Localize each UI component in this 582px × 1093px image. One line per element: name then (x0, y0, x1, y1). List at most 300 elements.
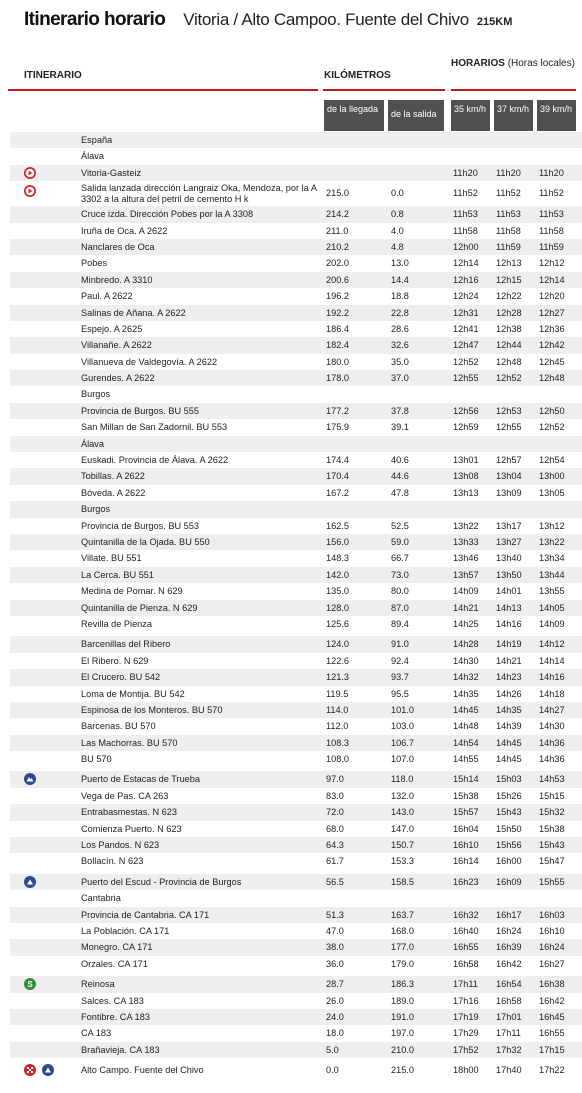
time-35: 12h59 (453, 422, 479, 433)
time-37: 16h09 (496, 876, 522, 887)
place-label: Provincia de Cantabria. CA 171 (81, 909, 210, 920)
km-from-start: 13.0 (391, 258, 409, 269)
km-to-finish: 68.0 (326, 823, 344, 834)
time-35: 13h57 (453, 569, 479, 580)
time-37: 11h52 (496, 188, 521, 199)
time-35: 17h11 (453, 979, 478, 990)
table-row (10, 821, 582, 837)
km-from-start: 35.0 (391, 356, 409, 367)
time-39: 12h27 (539, 307, 565, 318)
table-row (10, 534, 582, 550)
km-from-start: 59.0 (391, 536, 409, 547)
time-39: 14h53 (539, 774, 565, 785)
place-label: Tobillas. A 2622 (81, 471, 145, 482)
time-39: 14h36 (539, 737, 565, 748)
page-title: Itinerario horario (24, 9, 166, 30)
mountain-pass-icon (42, 1064, 54, 1076)
km-from-start: 118.0 (391, 774, 414, 785)
table-row (10, 288, 582, 304)
km-from-start: 150.7 (391, 840, 414, 851)
km-from-start: 89.4 (391, 618, 409, 629)
km-from-start: 28.6 (391, 323, 409, 334)
horarios-label: HORARIOS (451, 58, 505, 69)
time-37: 14h26 (496, 688, 522, 699)
time-39: 14h36 (539, 754, 565, 765)
table-row (10, 976, 582, 992)
time-35: 12h24 (453, 291, 479, 302)
km-to-finish: 51.3 (326, 909, 344, 920)
km-from-start: 37.8 (391, 405, 409, 416)
km-from-start: 14.4 (391, 274, 409, 285)
km-to-finish: 162.5 (326, 520, 349, 531)
time-35: 17h29 (453, 1028, 479, 1039)
route-distance: 215KM (476, 16, 513, 28)
km-from-start: 106.7 (391, 737, 414, 748)
km-from-start: 158.5 (391, 876, 414, 887)
table-row (10, 583, 582, 599)
time-35: 13h22 (453, 520, 479, 531)
place-label: Las Machorras. BU 570 (81, 737, 178, 748)
table-row (10, 853, 582, 869)
table-row (10, 735, 582, 751)
time-37: 16h58 (496, 995, 522, 1006)
place-label: Alto Campo. Fuente del Chivo (81, 1065, 204, 1076)
km-from-start: 189.0 (391, 995, 414, 1006)
time-35: 13h33 (453, 536, 479, 547)
km-to-finish: 124.0 (326, 639, 349, 650)
place-label: El Crucero. BU 542 (81, 672, 161, 683)
place-label: Barcenas. BU 570 (81, 721, 156, 732)
km-to-finish: 121.3 (326, 672, 349, 683)
time-39: 13h55 (539, 586, 565, 597)
place-label: Provincia de Burgos. BU 555 (81, 405, 199, 416)
table-row (10, 718, 582, 734)
table-row (10, 636, 582, 652)
time-39: 12h52 (539, 422, 565, 433)
time-39: 14h12 (539, 639, 565, 650)
place-label: Monegro. CA 171 (81, 942, 153, 953)
time-37: 14h16 (496, 618, 522, 629)
km-to-finish: 97.0 (326, 774, 344, 785)
time-39: 16h03 (539, 909, 565, 920)
km-from-start: 107.0 (391, 754, 414, 765)
km-from-start: 4.8 (391, 241, 404, 252)
time-39: 17h22 (539, 1065, 565, 1076)
time-37: 15h56 (496, 840, 522, 851)
km-to-finish: 192.2 (326, 307, 349, 318)
table-row (10, 518, 582, 534)
table-row (10, 804, 582, 820)
time-39: 15h47 (539, 856, 565, 867)
place-label: Puerto del Escud - Provincia de Burgos (81, 876, 242, 887)
time-37: 16h39 (496, 942, 522, 953)
llegada-header: de la llegada (324, 100, 384, 131)
time-37: 14h45 (496, 754, 522, 765)
place-label: Entrabasmestas. N 623 (81, 807, 178, 818)
km-to-finish: 119.5 (326, 688, 349, 699)
time-39: 16h45 (539, 1011, 565, 1022)
table-row (10, 600, 582, 616)
km-to-finish: 196.2 (326, 291, 349, 302)
time-37: 11h53 (496, 209, 521, 220)
time-37: 14h21 (496, 655, 522, 666)
km-from-start: 37.0 (391, 373, 409, 384)
km-to-finish: 108.0 (326, 754, 349, 765)
km-to-finish: 122.6 (326, 655, 349, 666)
table-row (10, 686, 582, 702)
start-icon (24, 185, 36, 197)
time-37: 14h01 (496, 586, 522, 597)
time-39: 12h45 (539, 356, 565, 367)
time-35: 14h09 (453, 586, 479, 597)
time-37: 12h28 (496, 307, 522, 318)
place-label: Paul. A 2622 (81, 291, 133, 302)
place-label: Cantabria (81, 893, 121, 904)
km-from-start: 39.1 (391, 422, 409, 433)
km-from-start: 40.6 (391, 455, 409, 466)
km-from-start: 18.8 (391, 291, 409, 302)
km-to-finish: 211.0 (326, 225, 349, 236)
km-to-finish: 36.0 (326, 958, 344, 969)
km-from-start: 101.0 (391, 704, 414, 715)
table-row (10, 485, 582, 501)
svg-text:S: S (27, 979, 33, 989)
horarios-header (451, 58, 576, 70)
km-to-finish: 156.0 (326, 536, 349, 547)
place-label: Vega de Pas. CA 263 (81, 790, 169, 801)
time-39: 12h12 (539, 258, 565, 269)
km-from-start: 44.6 (391, 471, 409, 482)
place-label: Álava (81, 151, 104, 162)
km-to-finish: 148.3 (326, 553, 349, 564)
place-label: Salida lanzada dirección Langraiz Oka, Mendoza, por la A 3302 a la altura del petril de cemento H k (81, 183, 317, 204)
time-39: 16h38 (539, 979, 565, 990)
time-39: 14h05 (539, 602, 565, 613)
time-35: 12h56 (453, 405, 479, 416)
time-35: 13h01 (453, 455, 479, 466)
place-label: Gurendes. A 2622 (81, 373, 155, 384)
km-from-start: 0.0 (391, 188, 404, 199)
place-label: Espejo. A 2625 (81, 323, 143, 334)
place-label: Barcenillas del Ribero (81, 639, 171, 650)
km-from-start: 132.0 (391, 790, 414, 801)
itinerary-table (10, 132, 582, 1078)
time-37: 17h40 (496, 1065, 522, 1076)
time-37: 14h23 (496, 672, 522, 683)
table-row (10, 148, 582, 164)
time-35: 11h53 (453, 209, 478, 220)
time-37: 15h43 (496, 807, 522, 818)
table-row (10, 837, 582, 853)
time-37: 12h22 (496, 291, 522, 302)
time-35: 14h30 (453, 655, 479, 666)
time-37: 13h40 (496, 553, 522, 564)
place-label: Fontibre. CA 183 (81, 1011, 150, 1022)
km-to-finish: 18.0 (326, 1028, 344, 1039)
place-label: Quintanilla de la Ojada. BU 550 (81, 536, 210, 547)
place-label: Bollacín. N 623 (81, 856, 144, 867)
place-label: Iruña de Oca. A 2622 (81, 225, 168, 236)
km-to-finish: 210.2 (326, 241, 349, 252)
place-label: Comienza Puerto. N 623 (81, 823, 182, 834)
time-35: 17h19 (453, 1011, 479, 1022)
table-row (10, 403, 582, 419)
table-row (10, 206, 582, 222)
time-39: 14h30 (539, 721, 565, 732)
time-39: 14h09 (539, 618, 565, 629)
time-37: 17h01 (496, 1011, 522, 1022)
table-row (10, 993, 582, 1009)
table-row (10, 616, 582, 632)
time-37: 13h09 (496, 487, 522, 498)
km-from-start: 179.0 (391, 958, 414, 969)
time-35: 14h32 (453, 672, 479, 683)
time-39: 13h44 (539, 569, 565, 580)
km-to-finish: 0.0 (326, 1065, 339, 1076)
time-35: 14h21 (453, 602, 479, 613)
table-row (10, 132, 582, 148)
km-to-finish: 83.0 (326, 790, 344, 801)
km-from-start: 147.0 (391, 823, 414, 834)
km-to-finish: 214.2 (326, 209, 349, 220)
km-to-finish: 28.7 (326, 979, 344, 990)
km-to-finish: 135.0 (326, 586, 349, 597)
km-to-finish: 114.0 (326, 704, 349, 715)
km-to-finish: 64.3 (326, 840, 344, 851)
table-row (10, 874, 582, 890)
place-label: Nanclares de Oca (81, 241, 155, 252)
itinerario-header: ITINERARIO (24, 70, 82, 81)
time-39: 15h43 (539, 840, 565, 851)
time-35: 13h46 (453, 553, 479, 564)
time-37: 12h44 (496, 340, 522, 351)
place-label: BU 570 (81, 754, 112, 765)
time-35: 12h31 (453, 307, 479, 318)
km-from-start: 95.5 (391, 688, 409, 699)
time-37: 15h26 (496, 790, 522, 801)
time-35: 18h00 (453, 1065, 479, 1076)
time-35: 16h40 (453, 925, 479, 936)
table-row (10, 386, 582, 402)
speed-39-header: 39 km/h (537, 100, 576, 131)
itinerario-divider (8, 89, 318, 91)
time-39: 12h36 (539, 323, 565, 334)
place-label: Burgos (81, 504, 111, 515)
table-row (10, 305, 582, 321)
time-39: 14h27 (539, 704, 565, 715)
place-label: Revilla de Pienza (81, 618, 152, 629)
table-row (10, 788, 582, 804)
table-row (10, 1042, 582, 1058)
km-from-start: 103.0 (391, 721, 414, 732)
table-row (10, 751, 582, 767)
place-label: Puerto de Estacas de Trueba (81, 774, 201, 785)
place-label: Brañavieja. CA 183 (81, 1044, 160, 1055)
time-39: 16h55 (539, 1028, 565, 1039)
time-35: 17h52 (453, 1044, 479, 1055)
time-37: 12h15 (496, 274, 522, 285)
place-label: La Cerca. BU 551 (81, 569, 155, 580)
place-label: San Millan de San Zadornil. BU 553 (81, 422, 228, 433)
table-row (10, 907, 582, 923)
place-label: Vitoria-Gasteiz (81, 167, 142, 178)
time-39: 12h20 (539, 291, 565, 302)
table-row (10, 370, 582, 386)
time-39: 11h59 (539, 241, 564, 252)
place-label: Burgos (81, 389, 111, 400)
table-row (10, 669, 582, 685)
table-row (10, 239, 582, 255)
km-to-finish: 56.5 (326, 876, 344, 887)
time-35: 13h13 (453, 487, 479, 498)
time-37: 11h20 (496, 167, 521, 178)
km-to-finish: 167.2 (326, 487, 349, 498)
time-35: 12h47 (453, 340, 479, 351)
time-39: 12h42 (539, 340, 565, 351)
time-39: 15h55 (539, 876, 565, 887)
route-name: Vitoria / Alto Campoo. Fuente del Chivo (183, 10, 469, 29)
kilometros-divider (323, 89, 445, 91)
time-35: 17h16 (453, 995, 479, 1006)
time-35: 16h58 (453, 958, 479, 969)
km-from-start: 66.7 (391, 553, 409, 564)
time-37: 12h13 (496, 258, 522, 269)
place-label: Orzales. CA 171 (81, 958, 148, 969)
place-label: Salinas de Añana. A 2622 (81, 307, 186, 318)
km-from-start: 177.0 (391, 942, 414, 953)
time-39: 13h22 (539, 536, 565, 547)
time-35: 14h28 (453, 639, 479, 650)
time-39: 11h53 (539, 209, 564, 220)
km-to-finish: 61.7 (326, 856, 344, 867)
km-to-finish: 175.9 (326, 422, 349, 433)
time-35: 11h52 (453, 188, 478, 199)
sprint-icon (24, 978, 36, 990)
km-from-start: 191.0 (391, 1011, 414, 1022)
place-label: Loma de Montija. BU 542 (81, 688, 185, 699)
time-37: 16h42 (496, 958, 522, 969)
time-39: 12h50 (539, 405, 565, 416)
time-35: 12h16 (453, 274, 479, 285)
place-label: Minbredo. A 3310 (81, 274, 153, 285)
time-39: 14h18 (539, 688, 565, 699)
time-37: 12h57 (496, 455, 522, 466)
km-from-start: 215.0 (391, 1065, 414, 1076)
time-37: 17h11 (496, 1028, 521, 1039)
time-35: 16h23 (453, 876, 479, 887)
place-label: Cruce izda. Dirección Pobes por la A 3308 (81, 209, 254, 220)
place-label: España (81, 135, 113, 145)
place-label: Reinosa (81, 979, 115, 990)
km-to-finish: 108.3 (326, 737, 349, 748)
table-row (10, 550, 582, 566)
km-from-start: 186.3 (391, 979, 414, 990)
table-row (10, 702, 582, 718)
time-35: 13h08 (453, 471, 479, 482)
time-37: 16h24 (496, 925, 522, 936)
start-icon (24, 167, 36, 179)
time-35: 16h04 (453, 823, 479, 834)
time-37: 15h50 (496, 823, 522, 834)
place-label: Salces. CA 183 (81, 995, 144, 1006)
time-39: 12h54 (539, 455, 565, 466)
km-from-start: 153.3 (391, 856, 414, 867)
time-35: 12h52 (453, 356, 479, 367)
page-header (0, 0, 582, 40)
time-35: 15h14 (453, 774, 479, 785)
time-39: 17h15 (539, 1044, 565, 1055)
place-label: Provincia de Burgos. BU 553 (81, 520, 199, 531)
km-from-start: 163.7 (391, 909, 414, 920)
time-35: 16h10 (453, 840, 479, 851)
speed-37-header: 37 km/h (494, 100, 533, 131)
km-to-finish: 215.0 (326, 188, 349, 199)
time-39: 12h14 (539, 274, 565, 285)
time-37: 14h39 (496, 721, 522, 732)
time-35: 15h38 (453, 790, 479, 801)
time-35: 14h45 (453, 704, 479, 715)
km-to-finish: 125.6 (326, 618, 349, 629)
place-label: Medina de Pomar. N 629 (81, 586, 183, 597)
table-row (10, 419, 582, 435)
table-row (10, 436, 582, 452)
km-from-start: 0.8 (391, 209, 404, 220)
table-row (10, 337, 582, 353)
km-to-finish: 38.0 (326, 942, 344, 953)
time-35: 14h35 (453, 688, 479, 699)
time-35: 16h32 (453, 909, 479, 920)
table-row (10, 181, 582, 206)
table-row (10, 1062, 582, 1078)
table-row (10, 272, 582, 288)
km-to-finish: 170.4 (326, 471, 349, 482)
time-37: 14h35 (496, 704, 522, 715)
km-from-start: 4.0 (391, 225, 404, 236)
km-to-finish: 24.0 (326, 1011, 344, 1022)
km-to-finish: 177.2 (326, 405, 349, 416)
time-37: 13h04 (496, 471, 522, 482)
time-37: 15h03 (496, 774, 522, 785)
km-to-finish: 142.0 (326, 569, 349, 580)
km-to-finish: 5.0 (326, 1044, 339, 1055)
time-39: 15h38 (539, 823, 565, 834)
km-from-start: 32.6 (391, 340, 409, 351)
time-37: 13h50 (496, 569, 522, 580)
speed-35-header: 35 km/h (451, 100, 490, 131)
horarios-note: (Horas locales) (507, 58, 575, 69)
time-35: 16h14 (453, 856, 479, 867)
time-37: 14h19 (496, 639, 522, 650)
time-39: 13h34 (539, 553, 565, 564)
time-39: 13h05 (539, 487, 565, 498)
time-39: 14h14 (539, 655, 565, 666)
km-to-finish: 182.4 (326, 340, 349, 351)
time-37: 17h32 (496, 1044, 522, 1055)
place-label: El Ribero. N 629 (81, 655, 149, 666)
table-row (10, 321, 582, 337)
table-row (10, 255, 582, 271)
km-from-start: 93.7 (391, 672, 409, 683)
place-label: Villanueva de Valdegovía. A 2622 (81, 356, 218, 367)
time-37: 12h53 (496, 405, 522, 416)
km-from-start: 22.8 (391, 307, 409, 318)
time-37: 12h52 (496, 373, 522, 384)
time-37: 12h38 (496, 323, 522, 334)
km-to-finish: 112.0 (326, 721, 349, 732)
km-from-start: 80.0 (391, 586, 409, 597)
time-35: 14h48 (453, 721, 479, 732)
horarios-divider (451, 89, 576, 91)
